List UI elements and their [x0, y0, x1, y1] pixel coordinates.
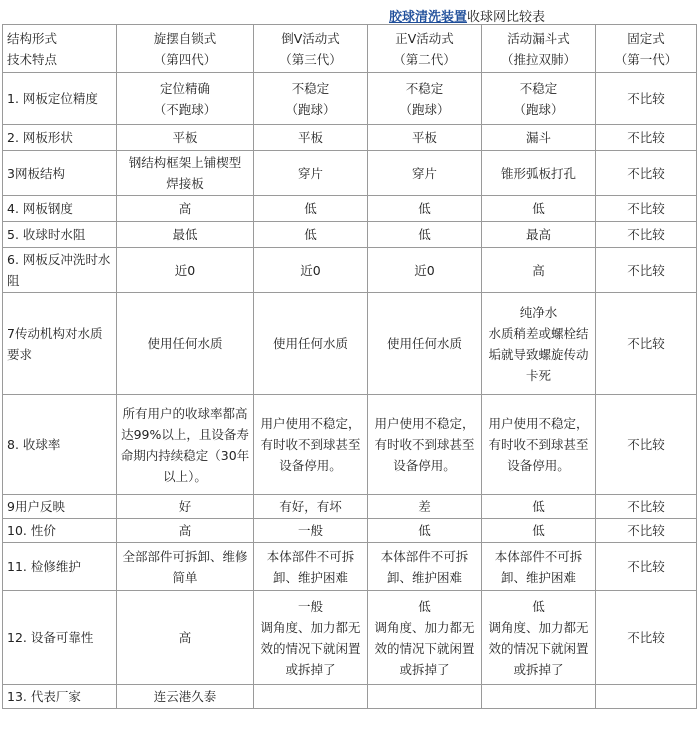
- header-col-1: [117, 25, 254, 73]
- title-link[interactable]: 胶球清洗装置: [389, 10, 468, 25]
- value-cell: 低: [368, 196, 482, 222]
- header-col-3: [368, 25, 482, 73]
- table-title: [0, 4, 700, 24]
- value-cell: 低: [368, 519, 482, 543]
- value-cell: 纯净水 水质稍差或螺栓结垢就导致螺旋传动卡死: [482, 293, 596, 395]
- value-cell: 不比较: [596, 151, 697, 196]
- value-cell: 有好，有坏: [254, 495, 368, 519]
- value-cell: 平板: [368, 125, 482, 151]
- value-cell: 本体部件不可拆卸、维护困难: [368, 543, 482, 591]
- feature-cell: 9用户反映: [3, 495, 117, 519]
- table-row: [3, 248, 697, 293]
- value-cell: 不比较: [596, 125, 697, 151]
- value-cell: 穿片: [254, 151, 368, 196]
- table-row: [3, 495, 697, 519]
- value-cell: 低: [368, 222, 482, 248]
- feature-cell: 13. 代表厂家: [3, 685, 117, 709]
- value-cell: 全部部件可拆卸、维修简单: [117, 543, 254, 591]
- value-cell: 高: [117, 196, 254, 222]
- table-row: [3, 151, 697, 196]
- value-cell: 定位精确 （不跑球）: [117, 73, 254, 125]
- col-generation: （第三代）: [279, 51, 342, 67]
- value-cell: 不比较: [596, 395, 697, 495]
- feature-cell: 3网板结构: [3, 151, 117, 196]
- value-cell: 不比较: [596, 591, 697, 685]
- value-cell: 本体部件不可拆卸、维护困难: [482, 543, 596, 591]
- value-cell: 近0: [117, 248, 254, 293]
- table-body: [3, 73, 697, 709]
- value-cell: 不稳定 （跑球）: [254, 73, 368, 125]
- table-row: [3, 591, 697, 685]
- header-structure-label: 结构形式: [7, 30, 58, 46]
- value-cell: 使用任何水质: [117, 293, 254, 395]
- value-cell: 不比较: [596, 293, 697, 395]
- value-cell: 穿片: [368, 151, 482, 196]
- value-cell: 使用任何水质: [254, 293, 368, 395]
- value-cell: 不比较: [596, 196, 697, 222]
- value-cell: 最高: [482, 222, 596, 248]
- value-cell: 高: [482, 248, 596, 293]
- table-row: [3, 395, 697, 495]
- value-cell: 用户使用不稳定，有时收不到球甚至设备停用。: [254, 395, 368, 495]
- feature-cell: 10. 性价: [3, 519, 117, 543]
- col-name: 旋摆自锁式: [153, 30, 217, 46]
- value-cell: 不比较: [596, 495, 697, 519]
- table-row: [3, 196, 697, 222]
- value-cell: 不比较: [596, 222, 697, 248]
- value-cell: 低: [482, 196, 596, 222]
- value-cell: 高: [117, 591, 254, 685]
- value-cell: 一般 调角度、加力都无效的情况下就闲置或拆掉了: [254, 591, 368, 685]
- value-cell: 使用任何水质: [368, 293, 482, 395]
- feature-cell: 6. 网板反冲洗时水阻: [3, 248, 117, 293]
- title-text: 收球网比较表: [467, 10, 546, 25]
- value-cell: [596, 685, 697, 709]
- value-cell: 锥形弧板打孔: [482, 151, 596, 196]
- col-name: 倒V活动式: [281, 30, 340, 46]
- value-cell: 高: [117, 519, 254, 543]
- value-cell: 漏斗: [482, 125, 596, 151]
- header-feature-cell: [3, 25, 117, 73]
- table-row: [3, 685, 697, 709]
- value-cell: 连云港久泰: [117, 685, 254, 709]
- value-cell: 用户使用不稳定，有时收不到球甚至设备停用。: [368, 395, 482, 495]
- feature-cell: 7传动机构对水质要求: [3, 293, 117, 395]
- value-cell: 平板: [117, 125, 254, 151]
- feature-cell: 8. 收球率: [3, 395, 117, 495]
- header-col-5: [596, 25, 697, 73]
- feature-cell: 12. 设备可靠性: [3, 591, 117, 685]
- value-cell: 钢结构框架上铺楔型 焊接板: [117, 151, 254, 196]
- comparison-table: [2, 24, 697, 709]
- value-cell: 最低: [117, 222, 254, 248]
- value-cell: 低 调角度、加力都无效的情况下就闲置或拆掉了: [482, 591, 596, 685]
- header-col-4: [482, 25, 596, 73]
- value-cell: 不稳定 （跑球）: [482, 73, 596, 125]
- table-row: [3, 293, 697, 395]
- value-cell: 不稳定 （跑球）: [368, 73, 482, 125]
- col-generation: （第一代）: [614, 51, 678, 67]
- value-cell: 所有用户的收球率都高达99%以上，且设备寿命期内持续稳定（30年以上）。: [117, 395, 254, 495]
- value-cell: 好: [117, 495, 254, 519]
- value-cell: 差: [368, 495, 482, 519]
- value-cell: [254, 685, 368, 709]
- value-cell: [482, 685, 596, 709]
- col-name: 正V活动式: [395, 30, 454, 46]
- value-cell: 不比较: [596, 73, 697, 125]
- table-row: [3, 543, 697, 591]
- value-cell: 低: [482, 519, 596, 543]
- table-row: [3, 73, 697, 125]
- col-generation: （第二代）: [393, 51, 456, 67]
- col-generation: （第四代）: [153, 51, 217, 67]
- value-cell: 平板: [254, 125, 368, 151]
- value-cell: 用户使用不稳定，有时收不到球甚至设备停用。: [482, 395, 596, 495]
- feature-cell: 11. 检修维护: [3, 543, 117, 591]
- feature-cell: 2. 网板形状: [3, 125, 117, 151]
- value-cell: 低 调角度、加力都无效的情况下就闲置或拆掉了: [368, 591, 482, 685]
- value-cell: 不比较: [596, 543, 697, 591]
- header-row: [3, 25, 697, 73]
- header-col-2: [254, 25, 368, 73]
- value-cell: 近0: [254, 248, 368, 293]
- value-cell: 低: [254, 196, 368, 222]
- table-row: [3, 125, 697, 151]
- table-row: [3, 222, 697, 248]
- table-row: [3, 519, 697, 543]
- feature-cell: 1. 网板定位精度: [3, 73, 117, 125]
- feature-cell: 5. 收球时水阻: [3, 222, 117, 248]
- value-cell: 一般: [254, 519, 368, 543]
- value-cell: 本体部件不可拆卸、维护困难: [254, 543, 368, 591]
- value-cell: [368, 685, 482, 709]
- value-cell: 近0: [368, 248, 482, 293]
- value-cell: 低: [482, 495, 596, 519]
- value-cell: 不比较: [596, 519, 697, 543]
- col-name: 固定式: [627, 30, 665, 46]
- value-cell: 低: [254, 222, 368, 248]
- col-name: 活动漏斗式: [507, 30, 570, 46]
- header-features-label: 技术特点: [7, 51, 58, 67]
- value-cell: 不比较: [596, 248, 697, 293]
- feature-cell: 4. 网板钢度: [3, 196, 117, 222]
- col-generation: （推拉双肺）: [500, 51, 576, 67]
